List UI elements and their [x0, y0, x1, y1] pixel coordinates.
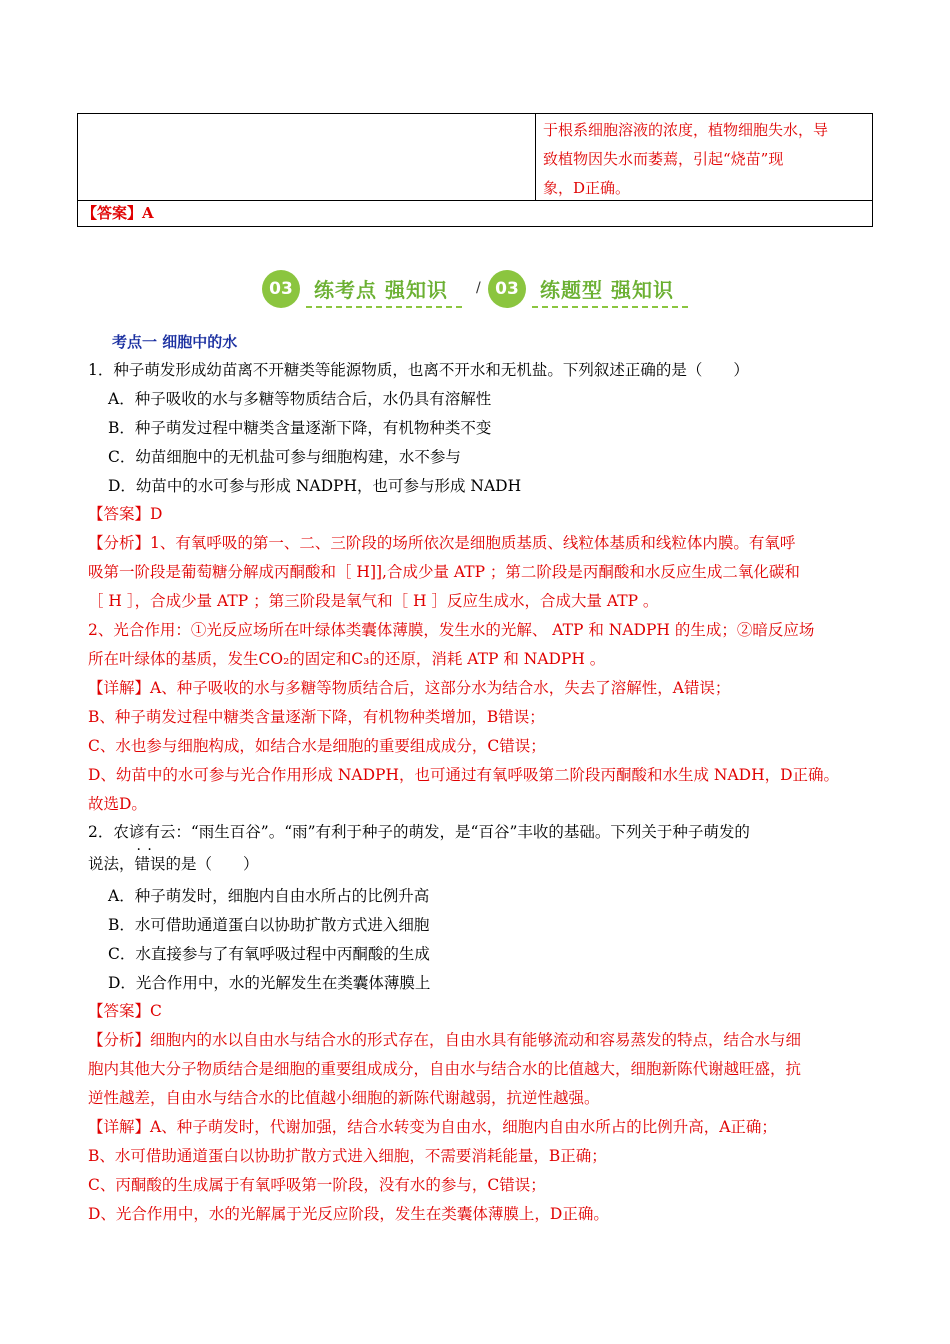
number-badge-icon: 03 [262, 270, 300, 308]
question-1-detail-line: 【详解】A、种子吸收的水与多糖等物质结合后，这部分水为结合水，失去了溶解性，A错误； [88, 679, 731, 697]
question-2-analysis-line: 【分析】细胞内的水以自由水与结合水的形式存在，自由水具有能够流动和容易蒸发的特点，结合水与细 [88, 1031, 802, 1049]
banner-separator: / [476, 280, 481, 296]
question-2-stem-line2 [88, 853, 259, 875]
question-2-detail-line: C、丙酮酸的生成属于有氧呼吸第一阶段，没有水的参与，C错误； [88, 1176, 546, 1194]
section-title: 考点一 细胞中的水 [112, 333, 238, 351]
question-2-analysis-line: 胞内其他大分子物质结合是细胞的重要组成成分，自由水与结合水的比值越大，细胞新陈代谢越旺盛，抗 [88, 1060, 802, 1078]
question-2-option-d: D．光合作用中，水的光解发生在类囊体薄膜上 [108, 974, 431, 992]
question-2-option-a: A．种子萌发时，细胞内自由水所占的比例升高 [108, 887, 430, 905]
table-cell-line: 象，D正确。 [543, 179, 631, 197]
table-cell-right [543, 116, 868, 203]
dashed-underline [306, 306, 462, 308]
question-2-option-c: C．水直接参与了有氧呼吸过程中丙酮酸的生成 [108, 945, 430, 963]
table-answer: 【答案】A [82, 204, 154, 222]
question-1-answer: 【答案】D [88, 505, 163, 523]
emphasized-word: · · 错误 [135, 855, 166, 873]
question-1-option-d: D．幼苗中的水可参与形成 NADPH，也可参与形成 NADH [108, 477, 522, 495]
question-1-detail-line: 故选D。 [88, 795, 147, 813]
question-1-analysis-line: 【分析】1、有氧呼吸的第一、二、三阶段的场所依次是细胞质基质、线粒体基质和线粒体内膜。有氧呼 [88, 534, 796, 552]
banner-title-1: 练考点 强知识 [314, 278, 448, 302]
dashed-underline [532, 306, 688, 308]
question-1-detail-line: D、幼苗中的水可参与光合作用形成 NADPH，也可通过有氧呼吸第二阶段丙酮酸和水生成 NADH，D正确。 [88, 766, 840, 784]
section-banner [262, 266, 692, 312]
question-1-option-c: C．幼苗细胞中的无机盐可参与细胞构建，水不参与 [108, 448, 461, 466]
banner-title-2: 练题型 强知识 [540, 278, 674, 302]
question-2-analysis-line: 逆性越差，自由水与结合水的比值越小细胞的新陈代谢越弱，抗逆性越强。 [88, 1089, 600, 1107]
table-cell-line: 致植物因失水而萎蔫，引起“烧苗”现 [543, 150, 784, 168]
table-cell-line: 于根系细胞溶液的浓度，植物细胞失水，导 [543, 121, 829, 139]
question-1-analysis-line: 所在叶绿体的基质，发生CO₂的固定和C₃的还原，消耗 ATP 和 NADPH 。 [88, 650, 606, 668]
table-divider [535, 114, 536, 200]
question-2-stem-suffix: 的是（ ） [165, 855, 259, 873]
question-2-detail-line: D、光合作用中，水的光解属于光反应阶段，发生在类囊体薄膜上，D正确。 [88, 1205, 609, 1223]
question-2-stem: 2．农谚有云：“雨生百谷”。“雨”有利于种子的萌发，是“百谷”丰收的基础。下列关于种子萌发的 [88, 823, 750, 841]
question-2-stem-prefix: 说法， [88, 855, 135, 873]
question-1-option-a: A．种子吸收的水与多糖等物质结合后，水仍具有溶解性 [108, 390, 492, 408]
question-1-analysis-line: 2、光合作用：①光反应场所在叶绿体类囊体薄膜，发生水的光解、 ATP 和 NADPH 的生成；②暗反应场 [88, 621, 815, 639]
question-1-stem: 1．种子萌发形成幼苗离不开糖类等能源物质，也离不开水和无机盐。下列叙述正确的是（ ） [88, 361, 749, 379]
question-2-option-b: B．水可借助通道蛋白以协助扩散方式进入细胞 [108, 916, 430, 934]
number-badge-icon: 03 [488, 270, 526, 308]
question-2-detail-line: B、水可借助通道蛋白以协助扩散方式进入细胞，不需要消耗能量，B正确； [88, 1147, 607, 1165]
question-2-answer: 【答案】C [88, 1002, 162, 1020]
question-2-detail-line: 【详解】A、种子萌发时，代谢加强，结合水转变为自由水，细胞内自由水所占的比例升高，A正确； [88, 1118, 777, 1136]
question-1-option-b: B．种子萌发过程中糖类含量逐渐下降，有机物种类不变 [108, 419, 492, 437]
question-1-detail-line: B、种子萌发过程中糖类含量逐渐下降，有机物种类增加，B错误； [88, 708, 545, 726]
question-1-detail-line: C、水也参与细胞构成，如结合水是细胞的重要组成成分，C错误； [88, 737, 546, 755]
answer-table [77, 113, 873, 227]
question-1-analysis-line: ［ H ］，合成少量 ATP ；第三阶段是氧气和［ H ］反应生成水，合成大量 ATP 。 [88, 592, 659, 610]
question-1-analysis-line: 吸第一阶段是葡萄糖分解成丙酮酸和［ H]],合成少量 ATP ；第二阶段是丙酮酸和水反应生成二氧化碳和 [88, 563, 800, 581]
